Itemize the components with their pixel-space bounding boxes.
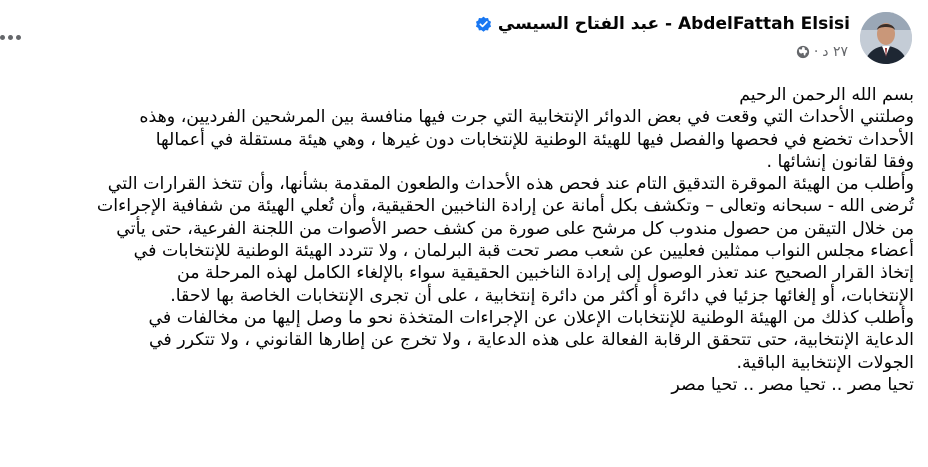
more-options-button[interactable] bbox=[0, 30, 26, 44]
post-line: الدعاية الإنتخابية، حتى تتحقق الرقابة الفعالة على هذه الدعاية ، ولا تخرج عن إطارها القانوني ، ولا تتكرر في bbox=[148, 330, 914, 351]
post-line: أعضاء مجلس النواب ممثلين فعليين عن شعب مصر تحت قبة البرلمان ، ولا تتردد الهيئة الوطنية للإنتخابات في bbox=[133, 241, 914, 262]
post-author[interactable] bbox=[475, 14, 850, 34]
post-line: تحيا مصر .. تحيا مصر .. تحيا مصر bbox=[671, 374, 914, 395]
post-line: تُرضى الله - سبحانه وتعالى – وتكشف بكل أمانة عن إرادة الناخبين الحقيقية، وأن تُعلي الهيئة من شفافية الإجراءات bbox=[96, 196, 914, 217]
avatar[interactable] bbox=[860, 12, 912, 64]
more-options-dot bbox=[16, 35, 21, 40]
post-text bbox=[0, 84, 914, 396]
post-line: وصلتني الأحداث التي وقعت في بعض الدوائر الإنتخابية التي جرت فيها منافسة بين المرشحين الفرديين، وهذه bbox=[139, 107, 914, 128]
globe-icon[interactable] bbox=[796, 45, 810, 59]
verified-badge-icon bbox=[475, 16, 492, 33]
post-meta bbox=[796, 44, 848, 60]
post-time[interactable]: ٢٧ د bbox=[822, 44, 848, 60]
post-line: الجولات الإنتخابية الباقية. bbox=[736, 352, 914, 373]
post-line: وأطلب كذلك من الهيئة الوطنية للإنتخابات الإعلان عن الإجراءات المتخذة نحو ما وصل إليها من مخالفات في bbox=[148, 307, 914, 328]
post-line: بسم الله الرحمن الرحيم bbox=[739, 85, 914, 105]
post-line: إتخاذ القرار الصحيح عند تعذر الوصول إلى إرادة الناخبين الحقيقية سواء بالإلغاء الكامل لهذه المرحلة من bbox=[176, 263, 914, 284]
post-line: وفقا لقانون إنشائها . bbox=[766, 151, 914, 172]
meta-separator: · bbox=[813, 44, 819, 60]
post-line: وأطلب من الهيئة الموقرة التدقيق التام عند فحص هذه الأحداث والطعون المقدمة بشأنها، وأن تتخذ القرارات التي bbox=[107, 174, 914, 195]
more-options-dot bbox=[8, 35, 13, 40]
avatar-portrait bbox=[860, 12, 912, 64]
post-line: الإنتخابات، أو إلغائها جزئيا في دائرة أو أكثر من دائرة إنتخابية ، على أن تجرى الإنتخابات الخاصة بها لاحقا. bbox=[170, 285, 914, 306]
author-name[interactable]: AbdelFattah Elsisi - عبد الفتاح السيسي bbox=[497, 14, 850, 34]
post-line: الأحداث تخضع في فحصها والفصل فيها للهيئة الوطنية للإنتخابات دون غيرها ، وهي هيئة مستقلة في أعمالها bbox=[155, 129, 914, 150]
more-options-icon bbox=[0, 35, 5, 40]
post-line: من خلال التيقن من حصول مندوب كل مرشح على صورة من كشف حصر الأصوات من اللجنة الفرعية، حتى يأتي bbox=[116, 218, 914, 239]
